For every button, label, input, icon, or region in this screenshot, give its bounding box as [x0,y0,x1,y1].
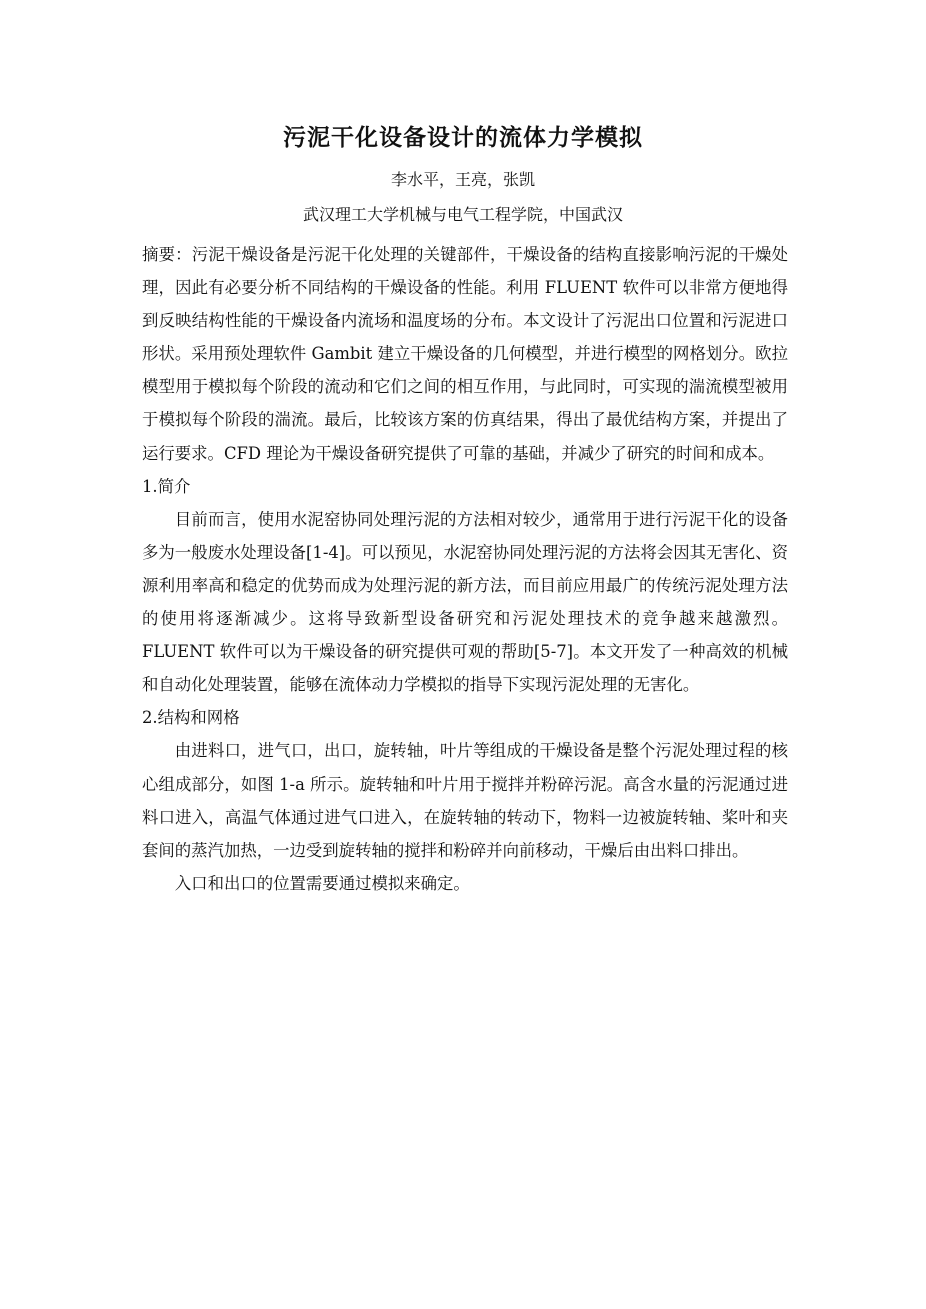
inlet-outlet-paragraph: 入口和出口的位置需要通过模拟来确定。 [174,873,470,893]
abstract-paragraph: 摘要：污泥干燥设备是污泥干化处理的关键部件，干燥设备的结构直接影响污泥的干燥处理，因此有必要分析不同结构的干燥设备的性能。利用 FLUENT 软件可以非常方便地得到反映结构性能的干燥设备内流场和温度场的分布。本文设计了污泥出口位置和污泥进口形状。采用预处理软件 Gambit 建立干燥设备的几何模型，并进行模型的网格划分。欧拉模型用于模拟每个阶段的流动和它们之间的相互作用，与此同时，可实现的湍流模型被用于模拟每个阶段的湍流。最后，比较该方案的仿真结果，得出了最优结构方案，并提出了运行要求。CFD 理论为干燥设备研究提供了可靠的基础，并减少了研究的时间和成本。 [142,245,788,463]
section-heading-structure-mesh: 2.结构和网格 [142,708,240,728]
affiliation: 武汉理工大学机械与电气工程学院，中国武汉 [302,205,623,224]
section-heading-introduction: 1.简介 [142,476,191,496]
structure-paragraph: 由进料口，进气口，出口，旋转轴，叶片等组成的干燥设备是整个污泥处理过程的核心组成部分，如图 1-a 所示。旋转轴和叶片用于搅拌并粉碎污泥。高含水量的污泥通过进料口进入，高温气体通过进气口进入，在旋转轴的转动下，物料一边被旋转轴、桨叶和夹套间的蒸汽加热，一边受到旋转轴的搅拌和粉碎并向前移动，干燥后由出料口排出。 [142,741,788,860]
paper-title: 污泥干化设备设计的流体力学模拟 [283,125,643,151]
author-list: 李水平，王亮，张凯 [390,170,535,189]
paper-body [142,238,788,900]
introduction-paragraph: 目前而言，使用水泥窑协同处理污泥的方法相对较少，通常用于进行污泥干化的设备多为一般废水处理设备[1-4]。可以预见，水泥窑协同处理污泥的方法将会因其无害化、资源利用率高和稳定的优势而成为处理污泥的新方法，而目前应用最广的传统污泥处理方法的使用将逐渐减少。这将导致新型设备研究和污泥处理技术的竞争越来越激烈。FLUENT 软件可以为干燥设备的研究提供可观的帮助[5-7]。本文开发了一种高效的机械和自动化处理装置，能够在流体动力学模拟的指导下实现污泥处理的无害化。 [142,509,788,695]
